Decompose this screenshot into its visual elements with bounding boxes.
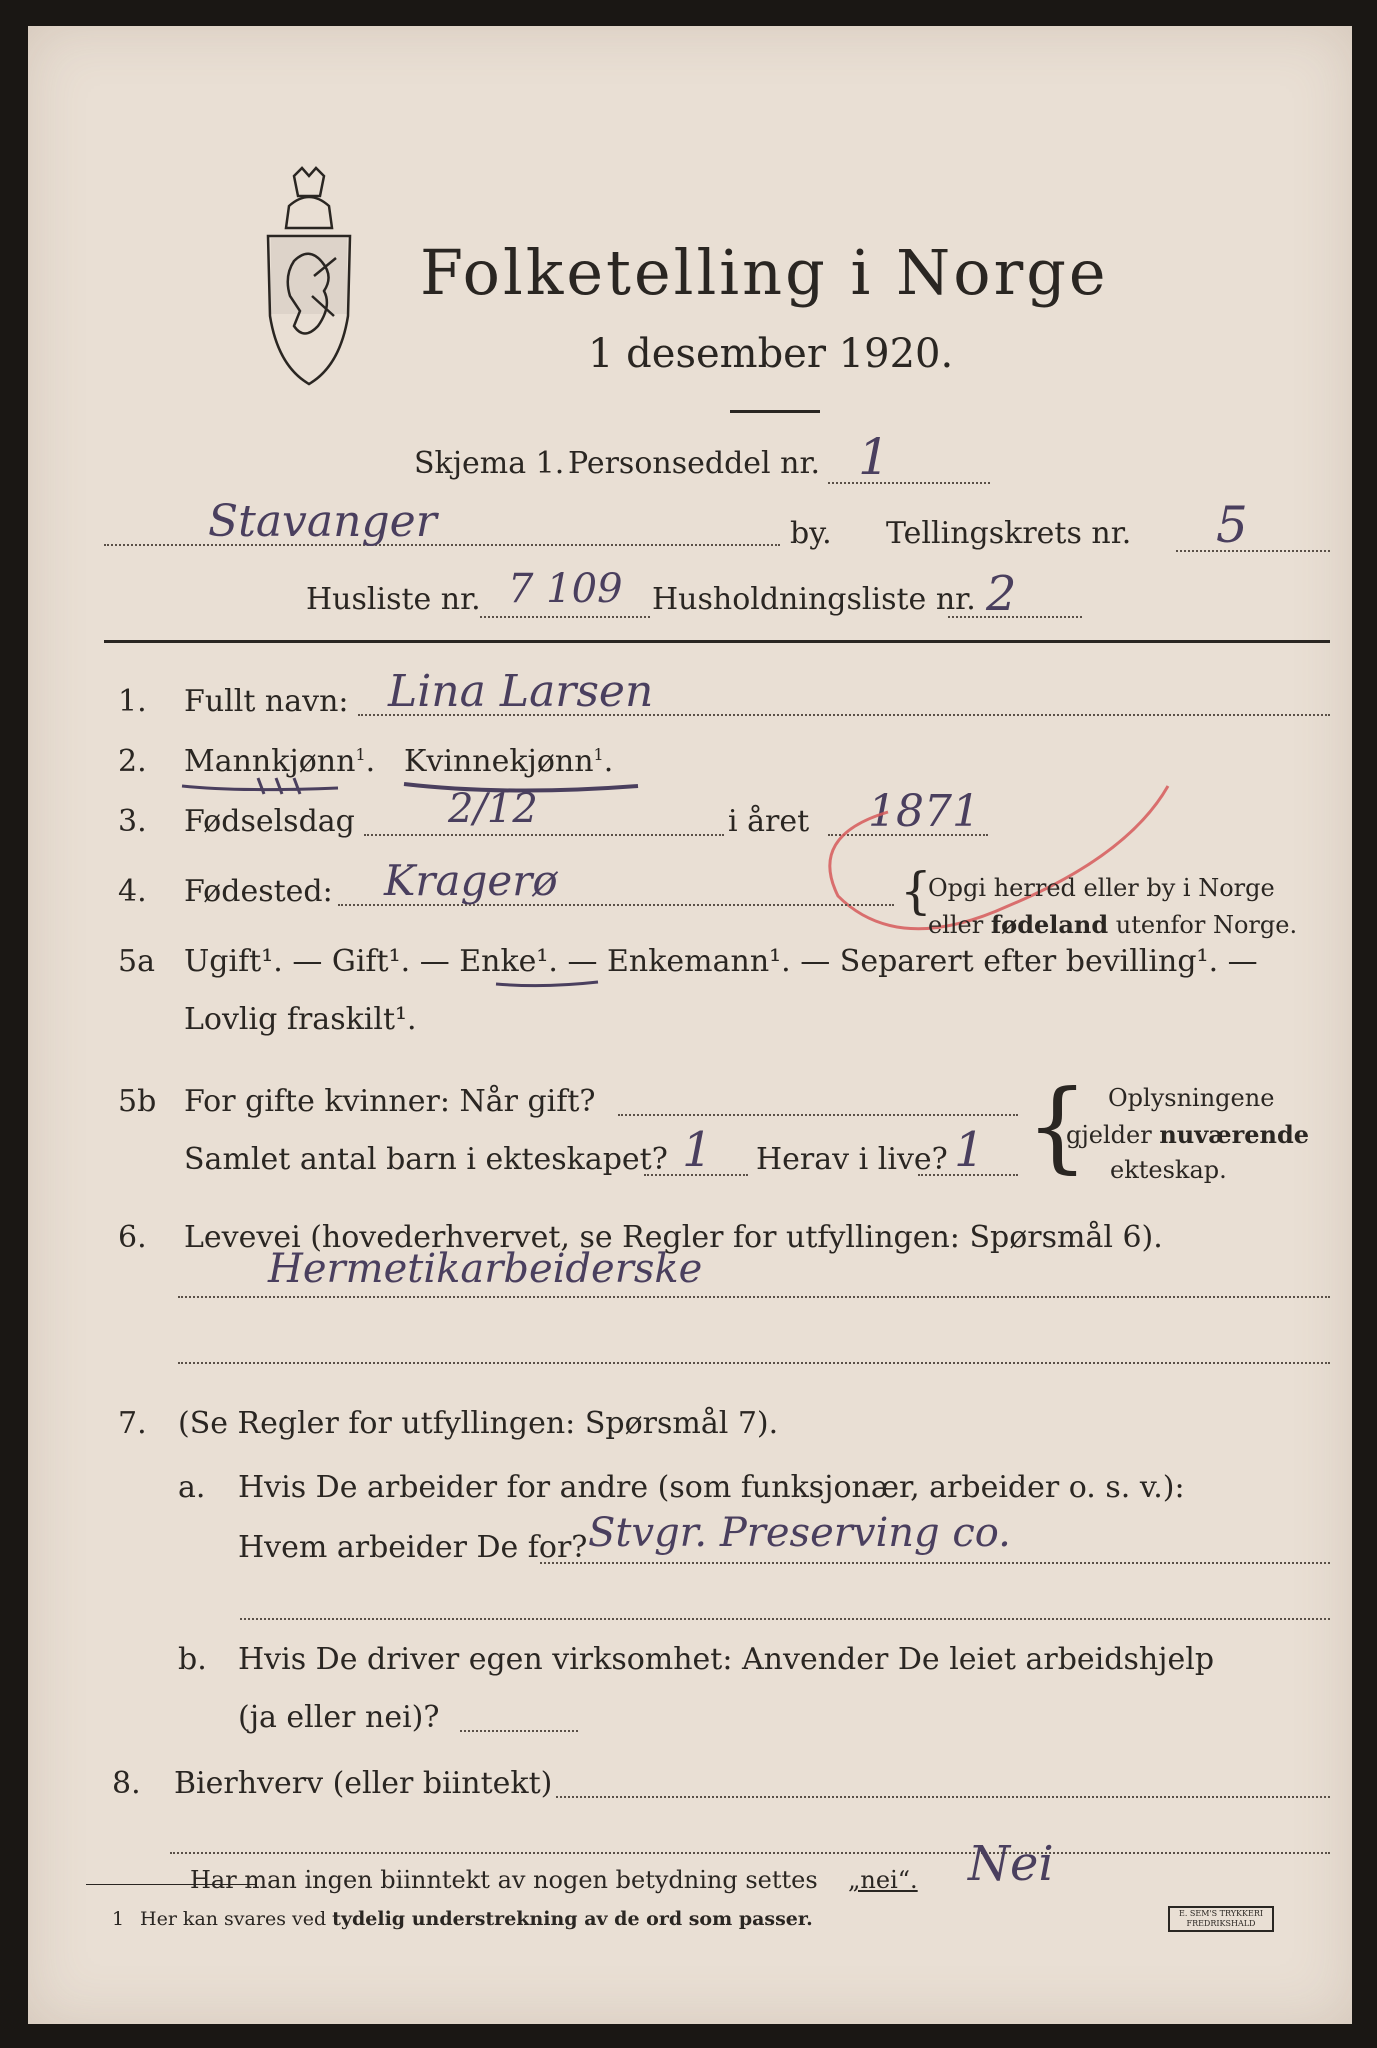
- q7-label: (Se Regler for utfyllingen: Spørsmål 7).: [178, 1406, 779, 1441]
- form-title: Folketelling i Norge: [420, 236, 1109, 309]
- q8-nei: „nei“.: [848, 1866, 918, 1894]
- q7a-label1: Hvis De arbeider for andre (som funksjonær, arbeider o. s. v.):: [238, 1470, 1185, 1505]
- husliste-label: Husliste nr.: [306, 582, 481, 617]
- husliste-dotted-line: [480, 616, 650, 618]
- norway-coat-of-arms-icon: [254, 166, 364, 396]
- q4-number: 4.: [118, 874, 147, 909]
- q3-aaret-label: i året: [728, 804, 810, 839]
- q6-label: Levevei (hovederhvervet, se Regler for utfyllingen: Spørsmål 6).: [184, 1220, 1163, 1255]
- q7a-value: Stvgr. Preserving co.: [588, 1510, 1011, 1556]
- q5b-note-line3: ekteskap.: [1110, 1156, 1227, 1184]
- q5a-options: Ugift¹. — Gift¹. — Enke¹. — Enkemann¹. — Separert efter bevilling¹. —: [184, 944, 1258, 979]
- q5b-herav-value: 1: [954, 1122, 985, 1178]
- q5b-herav-label: Herav i live?: [756, 1142, 948, 1177]
- q5b-note-line1: Oplysningene: [1108, 1084, 1275, 1112]
- city-value: Stavanger: [208, 496, 437, 547]
- tellingskrets-label: Tellingskrets nr.: [886, 516, 1132, 551]
- census-date: 1 desember 1920.: [588, 331, 954, 377]
- footnote-text: Her kan svares ved tydelig understrekning av de ord som passer.: [140, 1908, 813, 1930]
- q5b-label1: For gifte kvinner: Når gift?: [184, 1084, 596, 1119]
- q7b-label2: (ja eller nei)?: [238, 1700, 440, 1735]
- q7a-number: a.: [178, 1470, 206, 1505]
- q2-kvinnekjonn: Kvinnekjønn$^1$.: [404, 744, 614, 779]
- q8-number: 8.: [112, 1766, 141, 1801]
- q1-label: Fullt navn:: [184, 684, 349, 719]
- census-form-page: [28, 26, 1352, 2024]
- q6-dotted-line-2: [178, 1362, 1330, 1364]
- q5b-note-line2: gjelder nuværende: [1066, 1120, 1310, 1149]
- q4-value: Kragerø: [384, 856, 558, 905]
- q7b-number: b.: [178, 1642, 207, 1677]
- q5a-number: 5a: [118, 944, 155, 979]
- q2-handwritten-underline: [178, 768, 648, 798]
- q4-note-line1: Opgi herred eller by i Norge: [928, 874, 1275, 902]
- city-dotted-line: [104, 544, 780, 546]
- title-divider: [730, 410, 820, 413]
- personseddel-dotted-line: [828, 482, 990, 484]
- q5b-note-brace: {: [1026, 1070, 1089, 1184]
- skjema-label: Skjema 1.: [414, 446, 565, 481]
- by-label: by.: [790, 516, 832, 551]
- q4-label: Fødested:: [184, 874, 333, 909]
- q8-dotted-line-2: [170, 1852, 1330, 1854]
- q7a-dotted-line-1: [540, 1562, 1330, 1564]
- footnote-mark: 1: [112, 1908, 125, 1930]
- q4-note-line2: eller fødeland utenfor Norge.: [928, 910, 1298, 939]
- husholdningsliste-label: Husholdningsliste nr.: [652, 582, 976, 617]
- q3-label: Fødselsdag: [184, 804, 355, 839]
- tellingskrets-value: 5: [1216, 496, 1248, 554]
- q5a-enke-underline: [494, 976, 604, 992]
- q7a-dotted-line-2: [240, 1618, 1330, 1620]
- q7b-dotted-line: [460, 1730, 578, 1732]
- q8-value: Nei: [968, 1836, 1054, 1892]
- footnote-rule: [86, 1884, 256, 1885]
- q6-dotted-line-1: [178, 1296, 1330, 1298]
- header-rule: [104, 640, 1330, 643]
- q8-dotted-line-1: [556, 1796, 1330, 1798]
- q1-number: 1.: [118, 684, 147, 719]
- q7b-label1: Hvis De driver egen virksomhet: Anvender De leiet arbeidshjelp: [238, 1642, 1215, 1677]
- personseddel-value: 1: [858, 428, 890, 486]
- q3-value: 2/12: [448, 786, 538, 832]
- q5b-number: 5b: [118, 1084, 157, 1119]
- q5a-options-line2: Lovlig fraskilt¹.: [184, 1002, 417, 1037]
- tellingskrets-dotted-line: [1176, 550, 1330, 552]
- q5b-label2: Samlet antal barn i ekteskapet?: [184, 1142, 668, 1177]
- q3-number: 3.: [118, 804, 147, 839]
- q8-note: Har man ingen biinntekt av nogen betydning settes: [190, 1866, 818, 1894]
- printer-stamp: E. SEM'S TRYKKERI FREDRIKSHALD: [1168, 1906, 1274, 1932]
- q8-label: Bierhverv (eller biintekt): [174, 1766, 553, 1801]
- q5b-barn-value: 1: [682, 1122, 713, 1178]
- q5b-gift-dotted-line: [618, 1114, 1018, 1116]
- personseddel-label: Personseddel nr.: [568, 446, 821, 481]
- husliste-value: 7 109: [508, 566, 623, 612]
- q1-value: Lina Larsen: [388, 666, 654, 717]
- q6-number: 6.: [118, 1220, 147, 1255]
- q2-mannkjonn: Mannkjønn$^1$.: [184, 744, 376, 779]
- q6-value: Hermetikarbeiderske: [268, 1246, 703, 1292]
- q3-year-value: 1871: [868, 786, 980, 837]
- q7a-label2: Hvem arbeider De for?: [238, 1530, 588, 1565]
- husholdningsliste-value: 2: [986, 566, 1017, 622]
- q2-number: 2.: [118, 744, 147, 779]
- q4-note-brace: {: [900, 862, 932, 920]
- q7-number: 7.: [118, 1406, 147, 1441]
- q3-dotted-line: [364, 834, 724, 836]
